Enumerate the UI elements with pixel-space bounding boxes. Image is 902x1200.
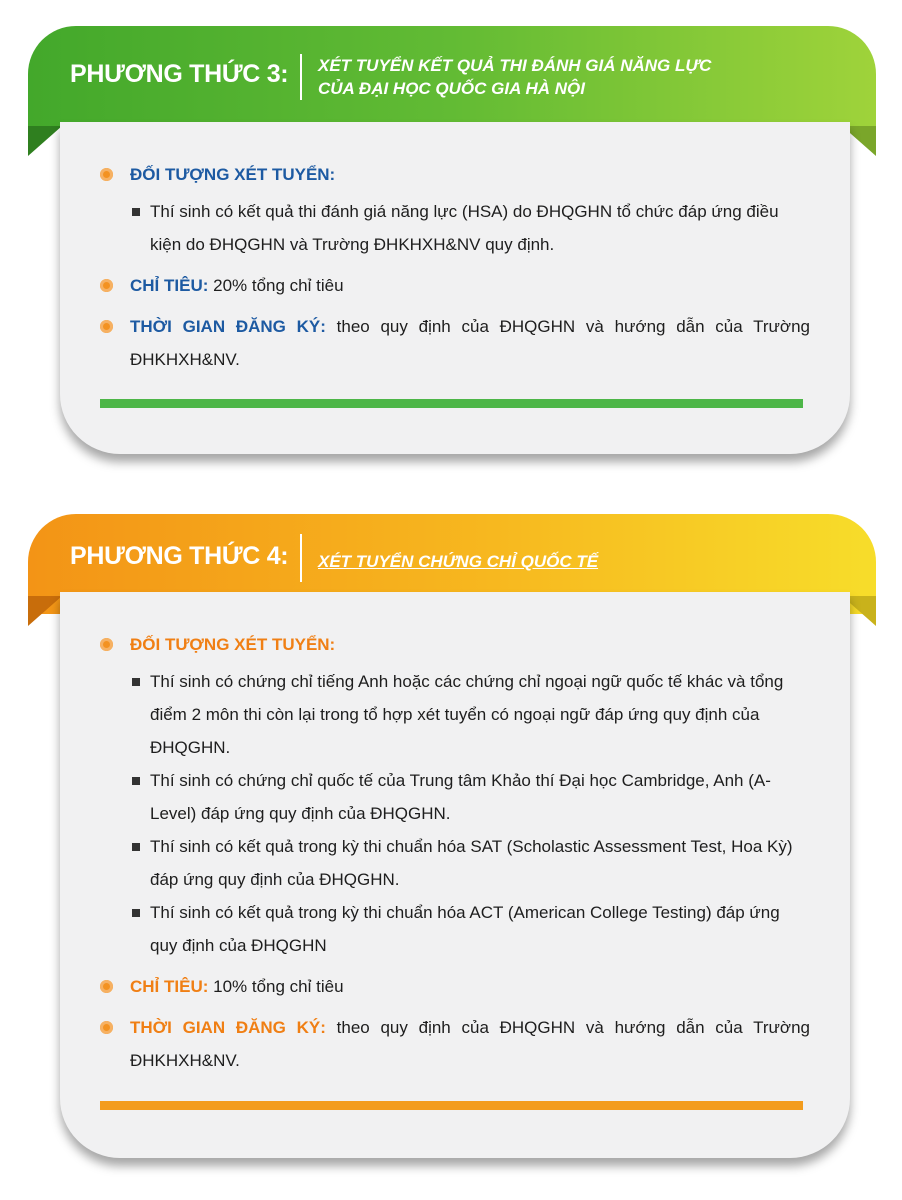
quota-row [100,970,810,1003]
method-3-section [0,0,902,470]
orange-dot-icon [100,980,113,993]
banner-divider [300,54,302,100]
time-row [100,310,810,376]
square-bullet-icon [132,909,140,917]
method-3-title-line-2: CỦA ĐẠI HỌC QUỐC GIA HÀ NỘI [318,79,585,98]
method-4-section [0,488,902,1188]
method-4-content [100,628,810,1085]
time-row [100,1011,810,1077]
square-bullet-icon [132,777,140,785]
banner-divider [300,534,302,582]
time-value: theo quy định của ĐHQGHN và hướng dẫn của Trường ĐHKHXH&NV. [130,1018,810,1070]
subject-label: ĐỐI TƯỢNG XÉT TUYỂN: [130,165,336,184]
method-3-card [60,122,850,454]
orange-dot-icon [100,638,113,651]
subject-list [130,665,810,962]
orange-dot-icon [100,168,113,181]
orange-dot-icon [100,320,113,333]
method-4-label: PHƯƠNG THỨC 4: [70,542,289,570]
quota-label: CHỈ TIÊU: [130,977,209,996]
quota-row [100,269,810,302]
quota-value: 20% tổng chỉ tiêu [213,276,344,295]
method-4-card [60,592,850,1158]
subject-item: Thí sinh có kết quả trong kỳ thi chuẩn hóa SAT (Scholastic Assessment Test, Hoa Kỳ) đáp ứng quy định của ĐHQGHN. [130,830,810,896]
method-3-banner [28,26,876,126]
subject-list [130,195,810,261]
method-4-title: XÉT TUYỂN CHỨNG CHỈ QUỐC TẾ [318,552,599,571]
green-divider-line [100,399,803,408]
method-3-label: PHƯƠNG THỨC 3: [70,60,289,88]
orange-dot-icon [100,1021,113,1034]
square-bullet-icon [132,843,140,851]
subject-item: Thí sinh có kết quả thi đánh giá năng lực (HSA) do ĐHQGHN tổ chức đáp ứng điều kiện do ĐHQGHN và Trường ĐHKHXH&NV quy định. [130,195,810,261]
method-3-content [100,158,810,384]
method-3-title-line-1: XÉT TUYỂN KẾT QUẢ THI ĐÁNH GIÁ NĂNG LỰC [318,56,712,75]
time-value: theo quy định của ĐHQGHN và hướng dẫn của Trường ĐHKHXH&NV. [130,317,810,369]
quota-value: 10% tổng chỉ tiêu [213,977,344,996]
time-label: THỜI GIAN ĐĂNG KÝ: [130,1018,326,1037]
quota-label: CHỈ TIÊU: [130,276,209,295]
method-3-title [318,54,711,100]
subject-label: ĐỐI TƯỢNG XÉT TUYỂN: [130,635,336,654]
orange-divider-line [100,1101,803,1110]
subject-item: Thí sinh có kết quả trong kỳ thi chuẩn hóa ACT (American College Testing) đáp ứng quy định của ĐHQGHN [130,896,810,962]
ribbon-fold-left [28,126,62,156]
subject-heading [100,628,810,661]
square-bullet-icon [132,208,140,216]
subject-heading [100,158,810,191]
ribbon-fold-left [28,596,62,626]
time-label: THỜI GIAN ĐĂNG KÝ: [130,317,326,336]
square-bullet-icon [132,678,140,686]
orange-dot-icon [100,279,113,292]
subject-item: Thí sinh có chứng chỉ tiếng Anh hoặc các chứng chỉ ngoại ngữ quốc tế khác và tổng điểm 2 môn thi còn lại trong tổ hợp xét tuyển có ngoại ngữ đáp ứng quy định của ĐHQGHN. [130,665,810,764]
subject-item: Thí sinh có chứng chỉ quốc tế của Trung tâm Khảo thí Đại học Cambridge, Anh (A-Level) đáp ứng quy định của ĐHQGHN. [130,764,810,830]
